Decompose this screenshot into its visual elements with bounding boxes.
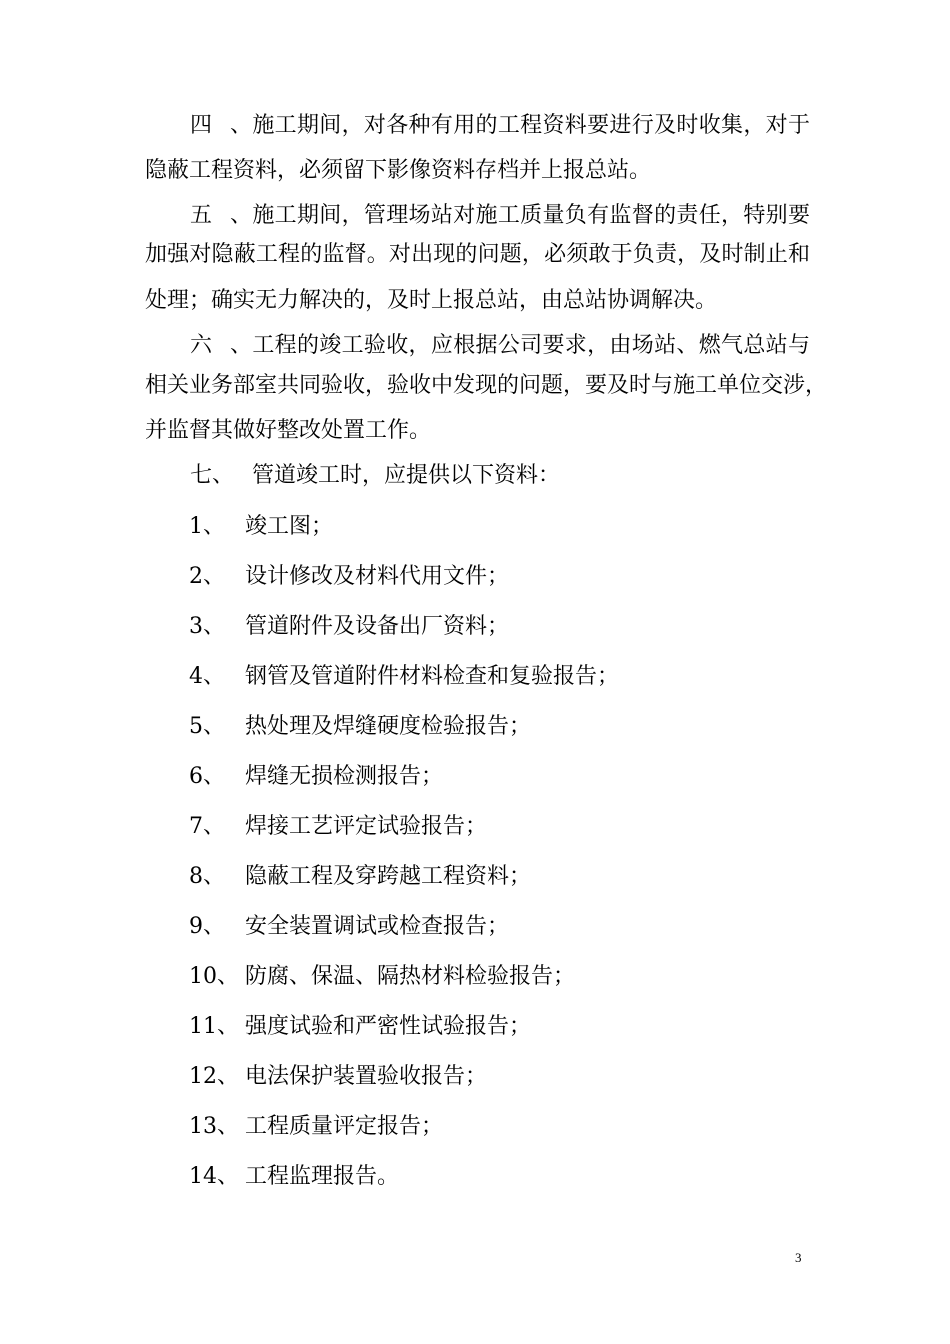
section-4-line-1 [145, 113, 810, 139]
list-item [189, 564, 809, 590]
list-item [189, 914, 809, 940]
list-item [189, 764, 809, 790]
section-5-line-3 [145, 288, 810, 314]
section-4-line-2 [145, 158, 810, 184]
list-item-text: 隐蔽工程及穿跨越工程资料； [245, 864, 532, 889]
page-number: 3 [795, 1250, 802, 1265]
list-item-text: 工程质量评定报告； [245, 1114, 444, 1139]
list-item-text: 安全装置调试或检查报告； [245, 914, 510, 939]
list-item-number: 8、 [189, 864, 225, 889]
list-item-number: 11、 [189, 1014, 239, 1039]
list-item-text: 热处理及焊缝硬度检验报告； [245, 714, 532, 739]
section-number: 五、 [190, 203, 252, 228]
list-item [189, 1064, 809, 1090]
list-item-text: 防腐、保温、隔热材料检验报告； [245, 964, 576, 989]
list-item-text: 钢管及管道附件材料检查和复验报告； [245, 664, 620, 689]
list-item-text: 焊接工艺评定试验报告； [245, 814, 488, 839]
section-text: 处理；确实无力解决的，及时上报总站，由总站协调解决。 [145, 288, 718, 313]
list-item [189, 664, 809, 690]
list-item [189, 864, 809, 890]
section-7-line-1 [145, 463, 810, 489]
list-item-number: 2、 [189, 564, 225, 589]
list-item-number: 13、 [189, 1114, 239, 1139]
section-text: 并监督其做好整改处置工作。 [145, 418, 432, 443]
section-text: 相关业务部室共同验收，验收中发现的问题，要及时与施工单位交涉， [145, 373, 828, 398]
list-item-number: 6、 [189, 764, 225, 789]
section-6-line-3 [145, 418, 810, 444]
section-number: 四、 [190, 113, 252, 138]
list-item-text: 设计修改及材料代用文件； [245, 564, 510, 589]
list-item-text: 竣工图； [245, 514, 334, 539]
list-item-text: 电法保护装置验收报告； [245, 1064, 488, 1089]
section-6-line-1 [145, 333, 810, 359]
list-item-text: 管道附件及设备出厂资料； [245, 614, 510, 639]
list-item-text: 焊缝无损检测报告； [245, 764, 444, 789]
section-number: 六、 [190, 333, 252, 358]
list-item [189, 714, 809, 740]
section-text: 施工期间，管理场站对施工质量负有监督的责任，特别要 [252, 203, 810, 228]
section-text: 隐蔽工程资料，必须留下影像资料存档并上报总站。 [145, 158, 652, 183]
list-item-number: 10、 [189, 964, 239, 989]
list-item [189, 964, 809, 990]
list-item-number: 5、 [189, 714, 225, 739]
list-item-text: 工程监理报告。 [245, 1164, 400, 1189]
section-text: 管道竣工时，应提供以下资料： [252, 463, 561, 488]
section-6-line-2 [145, 373, 828, 399]
list-item [189, 514, 809, 540]
section-number: 七、 [190, 463, 235, 488]
list-item-number: 4、 [189, 664, 225, 689]
list-item-number: 9、 [189, 914, 225, 939]
list-item [189, 1114, 809, 1140]
section-text: 加强对隐蔽工程的监督。对出现的问题，必须敢于负责，及时制止和 [145, 242, 810, 267]
list-item-number: 12、 [189, 1064, 239, 1089]
list-item [189, 1164, 809, 1190]
section-5-line-2 [145, 242, 810, 268]
list-item-number: 3、 [189, 614, 225, 639]
section-5-line-1 [145, 203, 810, 229]
section-text: 施工期间，对各种有用的工程资料要进行及时收集，对于 [252, 113, 810, 138]
section-text: 工程的竣工验收，应根据公司要求，由场站、燃气总站与 [252, 333, 810, 358]
list-item-text: 强度试验和严密性试验报告； [245, 1014, 532, 1039]
list-item-number: 1、 [189, 514, 225, 539]
list-item-number: 7、 [189, 814, 225, 839]
list-item [189, 814, 809, 840]
list-item-number: 14、 [189, 1164, 239, 1189]
list-item [189, 614, 809, 640]
list-item [189, 1014, 809, 1040]
